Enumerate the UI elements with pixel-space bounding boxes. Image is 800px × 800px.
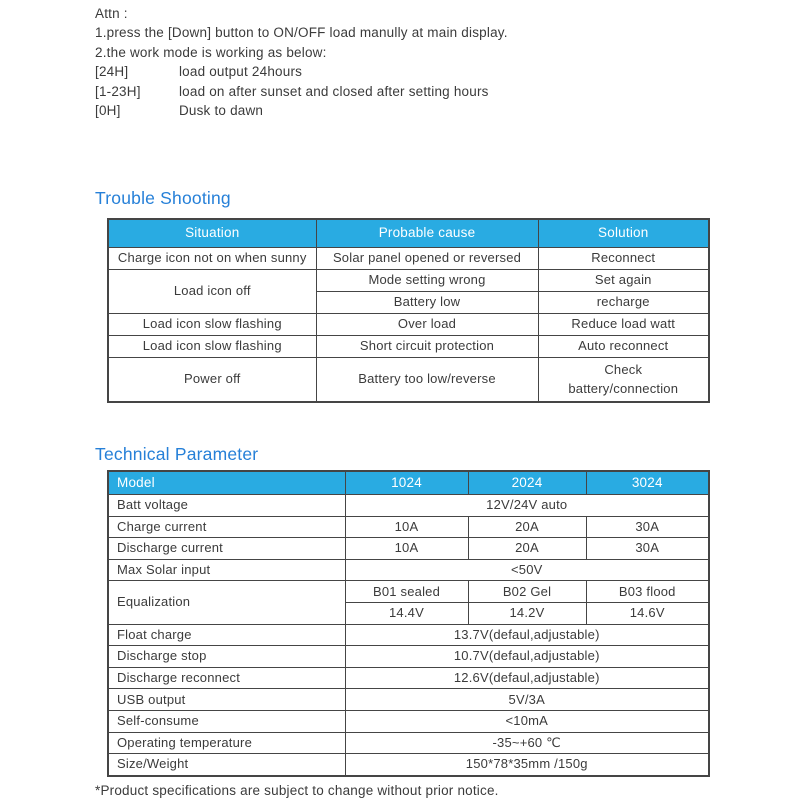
spec-label: Discharge stop bbox=[108, 646, 345, 668]
spec-label: Discharge current bbox=[108, 538, 345, 560]
trouble-shooting-heading: Trouble Shooting bbox=[95, 188, 231, 208]
trouble-shooting-table bbox=[107, 218, 710, 403]
tech-header-row bbox=[108, 471, 709, 495]
spec-value: 14.2V bbox=[468, 602, 586, 624]
spec-value: 10.7V(defaul,adjustable) bbox=[345, 646, 709, 668]
work-mode-description: load on after sunset and closed after setting hours bbox=[178, 83, 489, 99]
col-header-model-2024: 2024 bbox=[468, 471, 586, 495]
table-row-usb-output bbox=[108, 689, 709, 711]
cell-solution: Check battery/connection bbox=[538, 358, 709, 403]
col-header-probable-cause: Probable cause bbox=[316, 219, 538, 248]
table-row bbox=[108, 314, 709, 336]
col-header-model-3024: 3024 bbox=[586, 471, 709, 495]
spec-value: -35~+60 ℃ bbox=[345, 732, 709, 754]
spec-value: 30A bbox=[586, 516, 709, 538]
spec-value: 30A bbox=[586, 538, 709, 560]
spec-label: Float charge bbox=[108, 624, 345, 646]
col-header-situation: Situation bbox=[108, 219, 316, 248]
cell-situation: Charge icon not on when sunny bbox=[108, 248, 316, 270]
cell-cause: Battery too low/reverse bbox=[316, 358, 538, 403]
spec-label: Discharge reconnect bbox=[108, 667, 345, 689]
spec-value: 12V/24V auto bbox=[345, 495, 709, 517]
spec-label: Max Solar input bbox=[108, 559, 345, 581]
cell-cause: Over load bbox=[316, 314, 538, 336]
table-row-operating-temperature bbox=[108, 732, 709, 754]
table-row bbox=[108, 270, 709, 292]
cell-situation: Load icon slow flashing bbox=[108, 336, 316, 358]
spec-label: Size/Weight bbox=[108, 754, 345, 776]
table-row-discharge-current bbox=[108, 538, 709, 560]
table-row-discharge-reconnect bbox=[108, 667, 709, 689]
cell-cause: Solar panel opened or reversed bbox=[316, 248, 538, 270]
table-row-max-solar-input bbox=[108, 559, 709, 581]
spec-value: B02 Gel bbox=[468, 581, 586, 603]
spec-value: <50V bbox=[345, 559, 709, 581]
table-row-equalization-types bbox=[108, 581, 709, 603]
spec-label: Self-consume bbox=[108, 710, 345, 732]
table-row-charge-current bbox=[108, 516, 709, 538]
table-row bbox=[108, 336, 709, 358]
col-header-model: Model bbox=[108, 471, 345, 495]
spec-value: 150*78*35mm /150g bbox=[345, 754, 709, 776]
cell-cause: Mode setting wrong bbox=[316, 270, 538, 292]
spec-label: Batt voltage bbox=[108, 495, 345, 517]
spec-value: 10A bbox=[345, 516, 468, 538]
cell-solution: Auto reconnect bbox=[538, 336, 709, 358]
spec-label: Charge current bbox=[108, 516, 345, 538]
cell-situation: Power off bbox=[108, 358, 316, 403]
work-mode-label: [0H] bbox=[95, 103, 121, 119]
footer-disclaimer: *Product specifications are subject to change without prior notice. bbox=[95, 783, 499, 798]
spec-value: B03 flood bbox=[586, 581, 709, 603]
work-mode-row-24h bbox=[95, 62, 508, 81]
table-row-size-weight bbox=[108, 754, 709, 776]
spec-value: B01 sealed bbox=[345, 581, 468, 603]
work-mode-description: Dusk to dawn bbox=[178, 103, 264, 119]
table-row-float-charge bbox=[108, 624, 709, 646]
cell-solution: Reconnect bbox=[538, 248, 709, 270]
spec-value: 13.7V(defaul,adjustable) bbox=[345, 624, 709, 646]
attn-instruction-1: 1.press the [Down] button to ON/OFF load manully at main display. bbox=[95, 25, 508, 41]
cell-solution: recharge bbox=[538, 292, 709, 314]
trouble-header-row bbox=[108, 219, 709, 248]
spec-value: 14.4V bbox=[345, 602, 468, 624]
cell-cause: Battery low bbox=[316, 292, 538, 314]
cell-situation: Load icon off bbox=[108, 270, 316, 314]
table-row-self-consume bbox=[108, 710, 709, 732]
spec-label: USB output bbox=[108, 689, 345, 711]
spec-value: 20A bbox=[468, 516, 586, 538]
cell-cause: Short circuit protection bbox=[316, 336, 538, 358]
spec-value: 14.6V bbox=[586, 602, 709, 624]
col-header-model-1024: 1024 bbox=[345, 471, 468, 495]
spec-value: 12.6V(defaul,adjustable) bbox=[345, 667, 709, 689]
work-mode-description: load output 24hours bbox=[178, 64, 303, 80]
table-row-batt-voltage bbox=[108, 495, 709, 517]
spec-value: 5V/3A bbox=[345, 689, 709, 711]
work-mode-label: [1-23H] bbox=[95, 83, 141, 99]
work-mode-row-0h bbox=[95, 101, 508, 120]
spec-value: <10mA bbox=[345, 710, 709, 732]
cell-solution: Reduce load watt bbox=[538, 314, 709, 336]
table-row-discharge-stop bbox=[108, 646, 709, 668]
table-row bbox=[108, 358, 709, 403]
attn-instruction-2: 2.the work mode is working as below: bbox=[95, 44, 327, 60]
attn-title: Attn : bbox=[95, 6, 128, 21]
work-mode-label: [24H] bbox=[95, 64, 129, 80]
cell-situation: Load icon slow flashing bbox=[108, 314, 316, 336]
spec-value: 20A bbox=[468, 538, 586, 560]
col-header-solution: Solution bbox=[538, 219, 709, 248]
spec-label: Operating temperature bbox=[108, 732, 345, 754]
technical-parameter-table bbox=[107, 470, 710, 777]
technical-parameter-heading: Technical Parameter bbox=[95, 444, 259, 464]
spec-label: Equalization bbox=[108, 581, 345, 624]
cell-solution: Set again bbox=[538, 270, 709, 292]
work-mode-row-1-23h bbox=[95, 82, 508, 101]
attn-section bbox=[95, 4, 508, 120]
spec-value: 10A bbox=[345, 538, 468, 560]
table-row bbox=[108, 248, 709, 270]
